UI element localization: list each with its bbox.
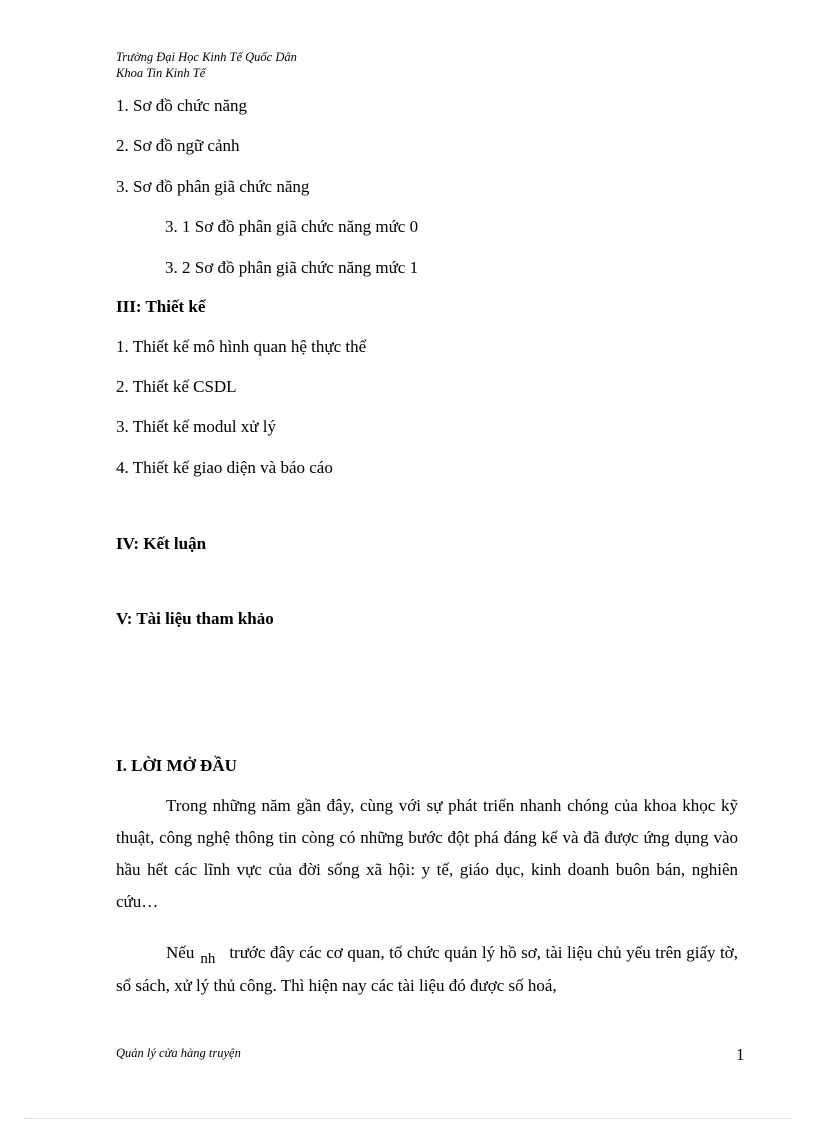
- toc-item: 2. Thiết kế CSDL: [116, 377, 237, 396]
- intro-paragraph-1: [116, 790, 738, 918]
- toc-item: 3. Thiết kế modul xử lý: [116, 417, 276, 436]
- section-heading: I. LỜI MỞ ĐẦU: [116, 756, 237, 775]
- toc-subitem: 3. 1 Sơ đồ phân giã chức năng mức 0: [165, 217, 419, 236]
- header-university: Trường Đại Học Kinh Tế Quốc Dân: [116, 50, 297, 64]
- toc-section-heading: IV: Kết luận: [116, 534, 207, 553]
- page-bottom-divider: [24, 1118, 792, 1119]
- toc-item: 3. Sơ đồ phân giã chức năng: [116, 177, 310, 196]
- paragraph-text-start: Nếu: [166, 943, 195, 962]
- toc-subitem: 3. 2 Sơ đồ phân giã chức năng mức 1: [165, 258, 419, 277]
- header-faculty: Khoa Tin Kinh Tế: [116, 66, 206, 80]
- toc-section-heading: III: Thiết kế: [116, 297, 206, 316]
- toc-section-heading: V: Tài liệu tham khảo: [116, 609, 274, 628]
- paragraph-text-rest: trước đây các cơ quan, tổ chức quản lý hồ sơ, tài liệu chủ yếu trên giấy tờ, sổ sách, xử lý thủ công. Thì hiện nay các tài liệu đó được số hoá,: [116, 943, 738, 995]
- intro-paragraph-2: [116, 937, 738, 1002]
- toc-item: 2. Sơ đồ ngữ cảnh: [116, 136, 240, 155]
- toc-item: 1. Sơ đồ chức năng: [116, 96, 248, 115]
- paragraph-fragment: nh: [200, 951, 216, 967]
- footer-title: Quản lý cửa hàng truyện: [116, 1046, 241, 1060]
- page-number: 1: [736, 1045, 745, 1064]
- toc-item: 4. Thiết kế giao diện và báo cáo: [116, 458, 333, 477]
- paragraph-text: Trong những năm gần đây, cùng với sự phát triển nhanh chóng của khoa khọc kỹ thuật, công nghệ thông tin còng có những bước đột phá đáng kể và đã được ứng dụng vào hầu hết các lĩnh vực của đời sống xã hội: y tế, giáo dục, kinh doanh buôn bán, nghiên cứu…: [116, 796, 738, 911]
- toc-item: 1. Thiết kế mô hình quan hệ thực thể: [116, 337, 367, 356]
